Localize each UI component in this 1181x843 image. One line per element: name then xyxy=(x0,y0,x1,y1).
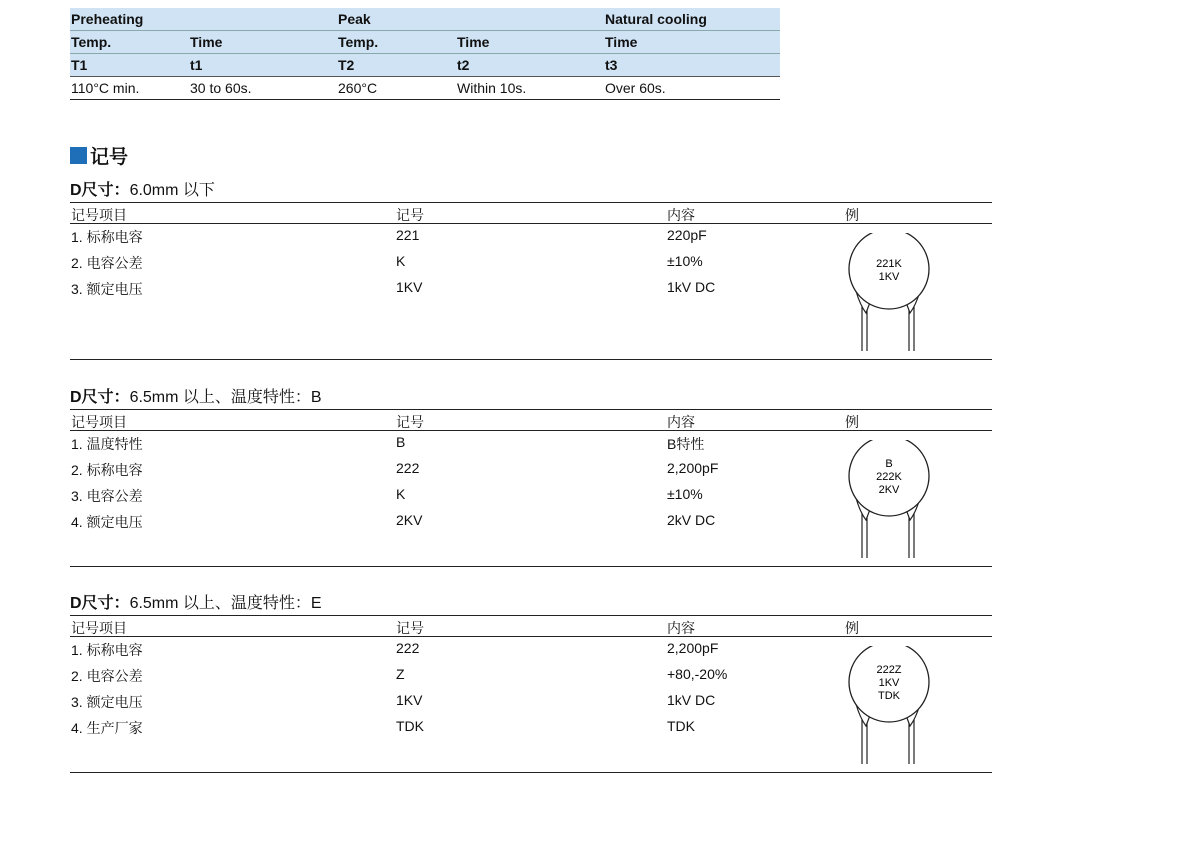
header-item: 记号项目 xyxy=(71,207,127,223)
profile-header-cell: T2 xyxy=(337,54,456,77)
profile-header-cell: t3 xyxy=(604,54,780,77)
marking-table xyxy=(70,409,992,567)
header-code: 记号 xyxy=(396,414,424,430)
row-code: 1KV xyxy=(396,279,423,295)
table-row xyxy=(70,692,830,712)
marking-block-1 xyxy=(70,180,992,360)
table-row xyxy=(70,640,830,660)
block-title xyxy=(70,593,992,615)
row-item: 1. 温度特性 xyxy=(71,436,143,452)
profile-header-cell: Time xyxy=(189,31,337,54)
block-title-rest: 6.5mm 以上、温度特性：E xyxy=(129,595,322,612)
table-row xyxy=(70,666,830,686)
row-item: 2. 电容公差 xyxy=(71,668,143,684)
example-line: 2KV xyxy=(878,484,900,496)
block-title-rest: 6.0mm 以下 xyxy=(129,182,215,199)
row-item: 2. 电容公差 xyxy=(71,255,143,271)
row-code: 221 xyxy=(396,227,420,243)
marking-table xyxy=(70,202,992,360)
marking-block-2 xyxy=(70,387,992,567)
row-content: B特性 xyxy=(667,436,705,452)
example-line: 222K xyxy=(876,471,902,483)
capacitor-icon xyxy=(846,233,936,353)
header-example: 例 xyxy=(845,207,859,223)
capacitor-example xyxy=(846,646,936,766)
row-code: B xyxy=(396,434,406,450)
row-content: 2,200pF xyxy=(667,640,719,656)
row-item: 3. 电容公差 xyxy=(71,488,143,504)
profile-header-cell xyxy=(456,8,604,31)
row-item: 4. 额定电压 xyxy=(71,514,143,530)
profile-header-cell: t2 xyxy=(456,54,604,77)
header-item: 记号项目 xyxy=(71,620,127,636)
example-line: 1KV xyxy=(878,677,900,689)
profile-header-row-2 xyxy=(70,31,780,54)
marking-table-header xyxy=(70,410,992,431)
table-row xyxy=(70,253,830,273)
row-item: 3. 额定电压 xyxy=(71,694,143,710)
table-row xyxy=(70,279,830,299)
table-row xyxy=(70,434,830,454)
row-code: 222 xyxy=(396,460,420,476)
block-title xyxy=(70,180,992,202)
header-content: 内容 xyxy=(667,414,695,430)
section-title xyxy=(70,142,128,169)
profile-value-cell: Over 60s. xyxy=(604,77,780,100)
profile-header-row-3 xyxy=(70,54,780,77)
example-line: 222Z xyxy=(876,664,902,676)
profile-header-cell: Time xyxy=(456,31,604,54)
profile-header-cell: Natural cooling xyxy=(604,8,780,31)
row-content: ±10% xyxy=(667,253,703,269)
row-content: TDK xyxy=(667,718,695,734)
row-content: 1kV DC xyxy=(667,279,716,295)
block-title xyxy=(70,387,992,409)
profile-value-row xyxy=(70,77,780,100)
blue-square-icon xyxy=(70,147,87,164)
block-title-bold: D尺寸： xyxy=(70,389,130,406)
row-code: 1KV xyxy=(396,692,423,708)
row-code: Z xyxy=(396,666,405,682)
capacitor-icon xyxy=(846,440,936,560)
header-example: 例 xyxy=(845,414,859,430)
example-line: 221K xyxy=(876,258,902,270)
row-item: 1. 标称电容 xyxy=(71,642,143,658)
profile-value-cell: 110°C min. xyxy=(70,77,189,100)
block-title-bold: D尺寸： xyxy=(70,595,130,612)
header-example: 例 xyxy=(845,620,859,636)
row-code: K xyxy=(396,253,406,269)
profile-value-cell: 260°C xyxy=(337,77,456,100)
example-line: 1KV xyxy=(878,271,900,283)
row-code: 2KV xyxy=(396,512,423,528)
marking-table-header xyxy=(70,203,992,224)
row-content: 1kV DC xyxy=(667,692,716,708)
row-code: TDK xyxy=(396,718,424,734)
capacitor-example xyxy=(846,440,936,560)
row-item: 3. 额定电压 xyxy=(71,281,143,297)
row-content: ±10% xyxy=(667,486,703,502)
profile-header-cell: Temp. xyxy=(337,31,456,54)
row-code: K xyxy=(396,486,406,502)
profile-value-cell: 30 to 60s. xyxy=(189,77,337,100)
example-line: B xyxy=(885,458,893,470)
table-row xyxy=(70,227,830,247)
marking-table-header xyxy=(70,616,992,637)
row-content: 2kV DC xyxy=(667,512,716,528)
table-row xyxy=(70,718,830,738)
profile-header-cell: Time xyxy=(604,31,780,54)
capacitor-example xyxy=(846,233,936,353)
profile-header-cell: Temp. xyxy=(70,31,189,54)
header-content: 内容 xyxy=(667,207,695,223)
row-item: 4. 生产厂家 xyxy=(71,720,143,736)
header-code: 记号 xyxy=(396,620,424,636)
profile-header-cell xyxy=(189,8,337,31)
row-code: 222 xyxy=(396,640,420,656)
soldering-profile-table xyxy=(70,8,780,100)
row-content: 220pF xyxy=(667,227,707,243)
row-content: +80,-20% xyxy=(667,666,728,682)
capacitor-icon xyxy=(846,646,936,766)
header-content: 内容 xyxy=(667,620,695,636)
table-row xyxy=(70,512,830,532)
row-item: 2. 标称电容 xyxy=(71,462,143,478)
row-content: 2,200pF xyxy=(667,460,719,476)
block-title-bold: D尺寸： xyxy=(70,182,130,199)
profile-header-cell: Peak xyxy=(337,8,456,31)
header-item: 记号项目 xyxy=(71,414,127,430)
section-title-text: 记号 xyxy=(90,147,129,168)
profile-header-row-1 xyxy=(70,8,780,31)
block-title-rest: 6.5mm 以上、温度特性：B xyxy=(129,389,322,406)
profile-header-cell: t1 xyxy=(189,54,337,77)
profile-header-cell: Preheating xyxy=(70,8,189,31)
table-row xyxy=(70,460,830,480)
marking-block-3 xyxy=(70,593,992,773)
marking-table xyxy=(70,615,992,773)
profile-value-cell: Within 10s. xyxy=(456,77,604,100)
example-line: TDK xyxy=(878,690,900,702)
profile-header-cell: T1 xyxy=(70,54,189,77)
row-item: 1. 标称电容 xyxy=(71,229,143,245)
table-row xyxy=(70,486,830,506)
header-code: 记号 xyxy=(396,207,424,223)
